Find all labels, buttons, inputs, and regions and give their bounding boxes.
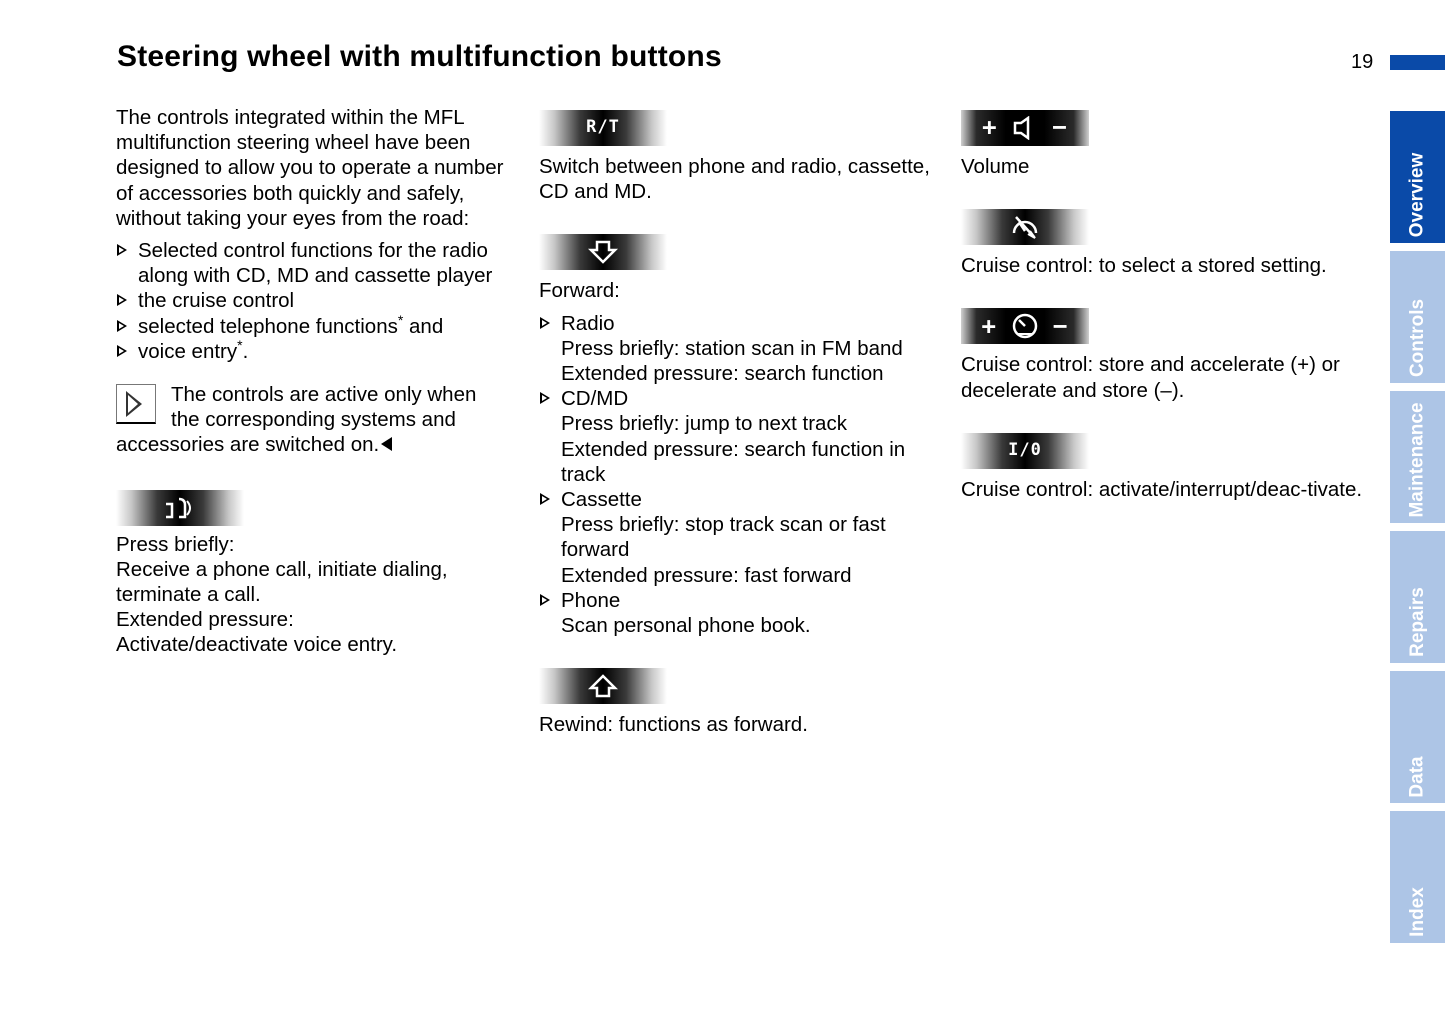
column-right [961,110,1371,502]
note-icon [116,384,156,424]
speaker-icon [1012,116,1038,140]
cruise-io-desc: Cruise control: activate/interrupt/deac-tivate. [961,477,1363,501]
note-line: the corresponding systems and [171,408,456,432]
note-line: accessories are switched on. [116,432,526,457]
note-box [116,382,526,458]
tab-repairs[interactable]: Repairs [1390,531,1445,663]
forward-list [539,311,954,336]
forward-title: Forward: [539,279,620,303]
list-item: Cassette [539,487,954,512]
cruise-recall-button [961,209,1089,245]
phone-button-desc: Extended pressure: [116,608,294,632]
volume-button: + − [961,110,1089,146]
list-item-detail: Press briefly: stop track scan or fast forward [561,513,886,562]
intro-paragraph: The controls integrated within the MFL multifunction steering wheel have been designed to allow you to operate a number of accessories both quickly and safely, without taking your eyes from the road: [116,106,504,230]
phone-voice-button [116,490,244,526]
list-item-detail: Press briefly: jump to next track [561,412,847,436]
list-item-detail: Extended pressure: search function in track [561,437,906,486]
tab-data[interactable]: Data [1390,671,1445,803]
list-item-detail: Extended pressure: fast forward [561,563,852,587]
tab-overview[interactable]: Overview [1390,111,1445,243]
rewind-arrow-icon [587,673,619,699]
cruise-set-button: + − [961,308,1089,344]
page-title: Steering wheel with multifunction buttons [117,40,722,73]
feature-list [116,238,526,364]
forward-list [539,588,954,613]
tab-maintenance[interactable]: Maintenance [1390,391,1445,523]
column-left [116,105,526,658]
phone-button-desc: Press briefly: [116,532,235,556]
list-item: Phone [539,588,954,613]
forward-list [539,487,954,512]
volume-desc: Volume [961,155,1030,178]
page-number-bar [1390,55,1445,70]
phone-button-desc: Receive a phone call, initiate dialing, [116,557,448,581]
forward-arrow-icon [587,239,619,265]
note-line: The controls are active only when [171,383,477,407]
rewind-button-desc: Rewind: functions as forward. [539,713,808,737]
phone-button-desc: Activate/deactivate voice entry. [116,633,398,657]
list-item-detail: Press briefly: station scan in FM band [561,336,903,360]
list-item-detail: Extended pressure: search function [561,362,884,386]
cruise-set-desc: Cruise control: store and accelerate (+) or decelerate and store (–). [961,353,1340,402]
phone-button-desc: terminate a call. [116,583,261,607]
tab-controls[interactable]: Controls [1390,251,1445,383]
tab-index[interactable]: Index [1390,811,1445,943]
list-item: Selected control functions for the radio along with CD, MD and cassette player [116,238,526,288]
cruise-recall-icon [1008,213,1042,241]
phone-voice-icon [163,495,197,521]
cruise-recall-desc: Cruise control: to select a stored setting. [961,254,1327,278]
column-middle [539,110,954,737]
list-item: selected telephone functions* and [116,314,526,339]
cruise-io-button: I/0 [961,433,1089,469]
end-mark-icon [381,437,392,451]
page-number: 19 [1351,51,1374,73]
forward-button [539,234,667,270]
rt-button: R/T [539,110,667,146]
list-item: voice entry*. [116,339,526,364]
list-item: CD/MD [539,386,954,411]
list-item-detail: Scan personal phone book. [561,614,811,638]
speedometer-icon [1010,312,1040,340]
forward-list [539,386,954,411]
list-item: the cruise control [116,288,526,313]
rt-button-desc: Switch between phone and radio, cassette, CD and MD. [539,155,930,204]
list-item: Radio [539,311,954,336]
rewind-button [539,668,667,704]
